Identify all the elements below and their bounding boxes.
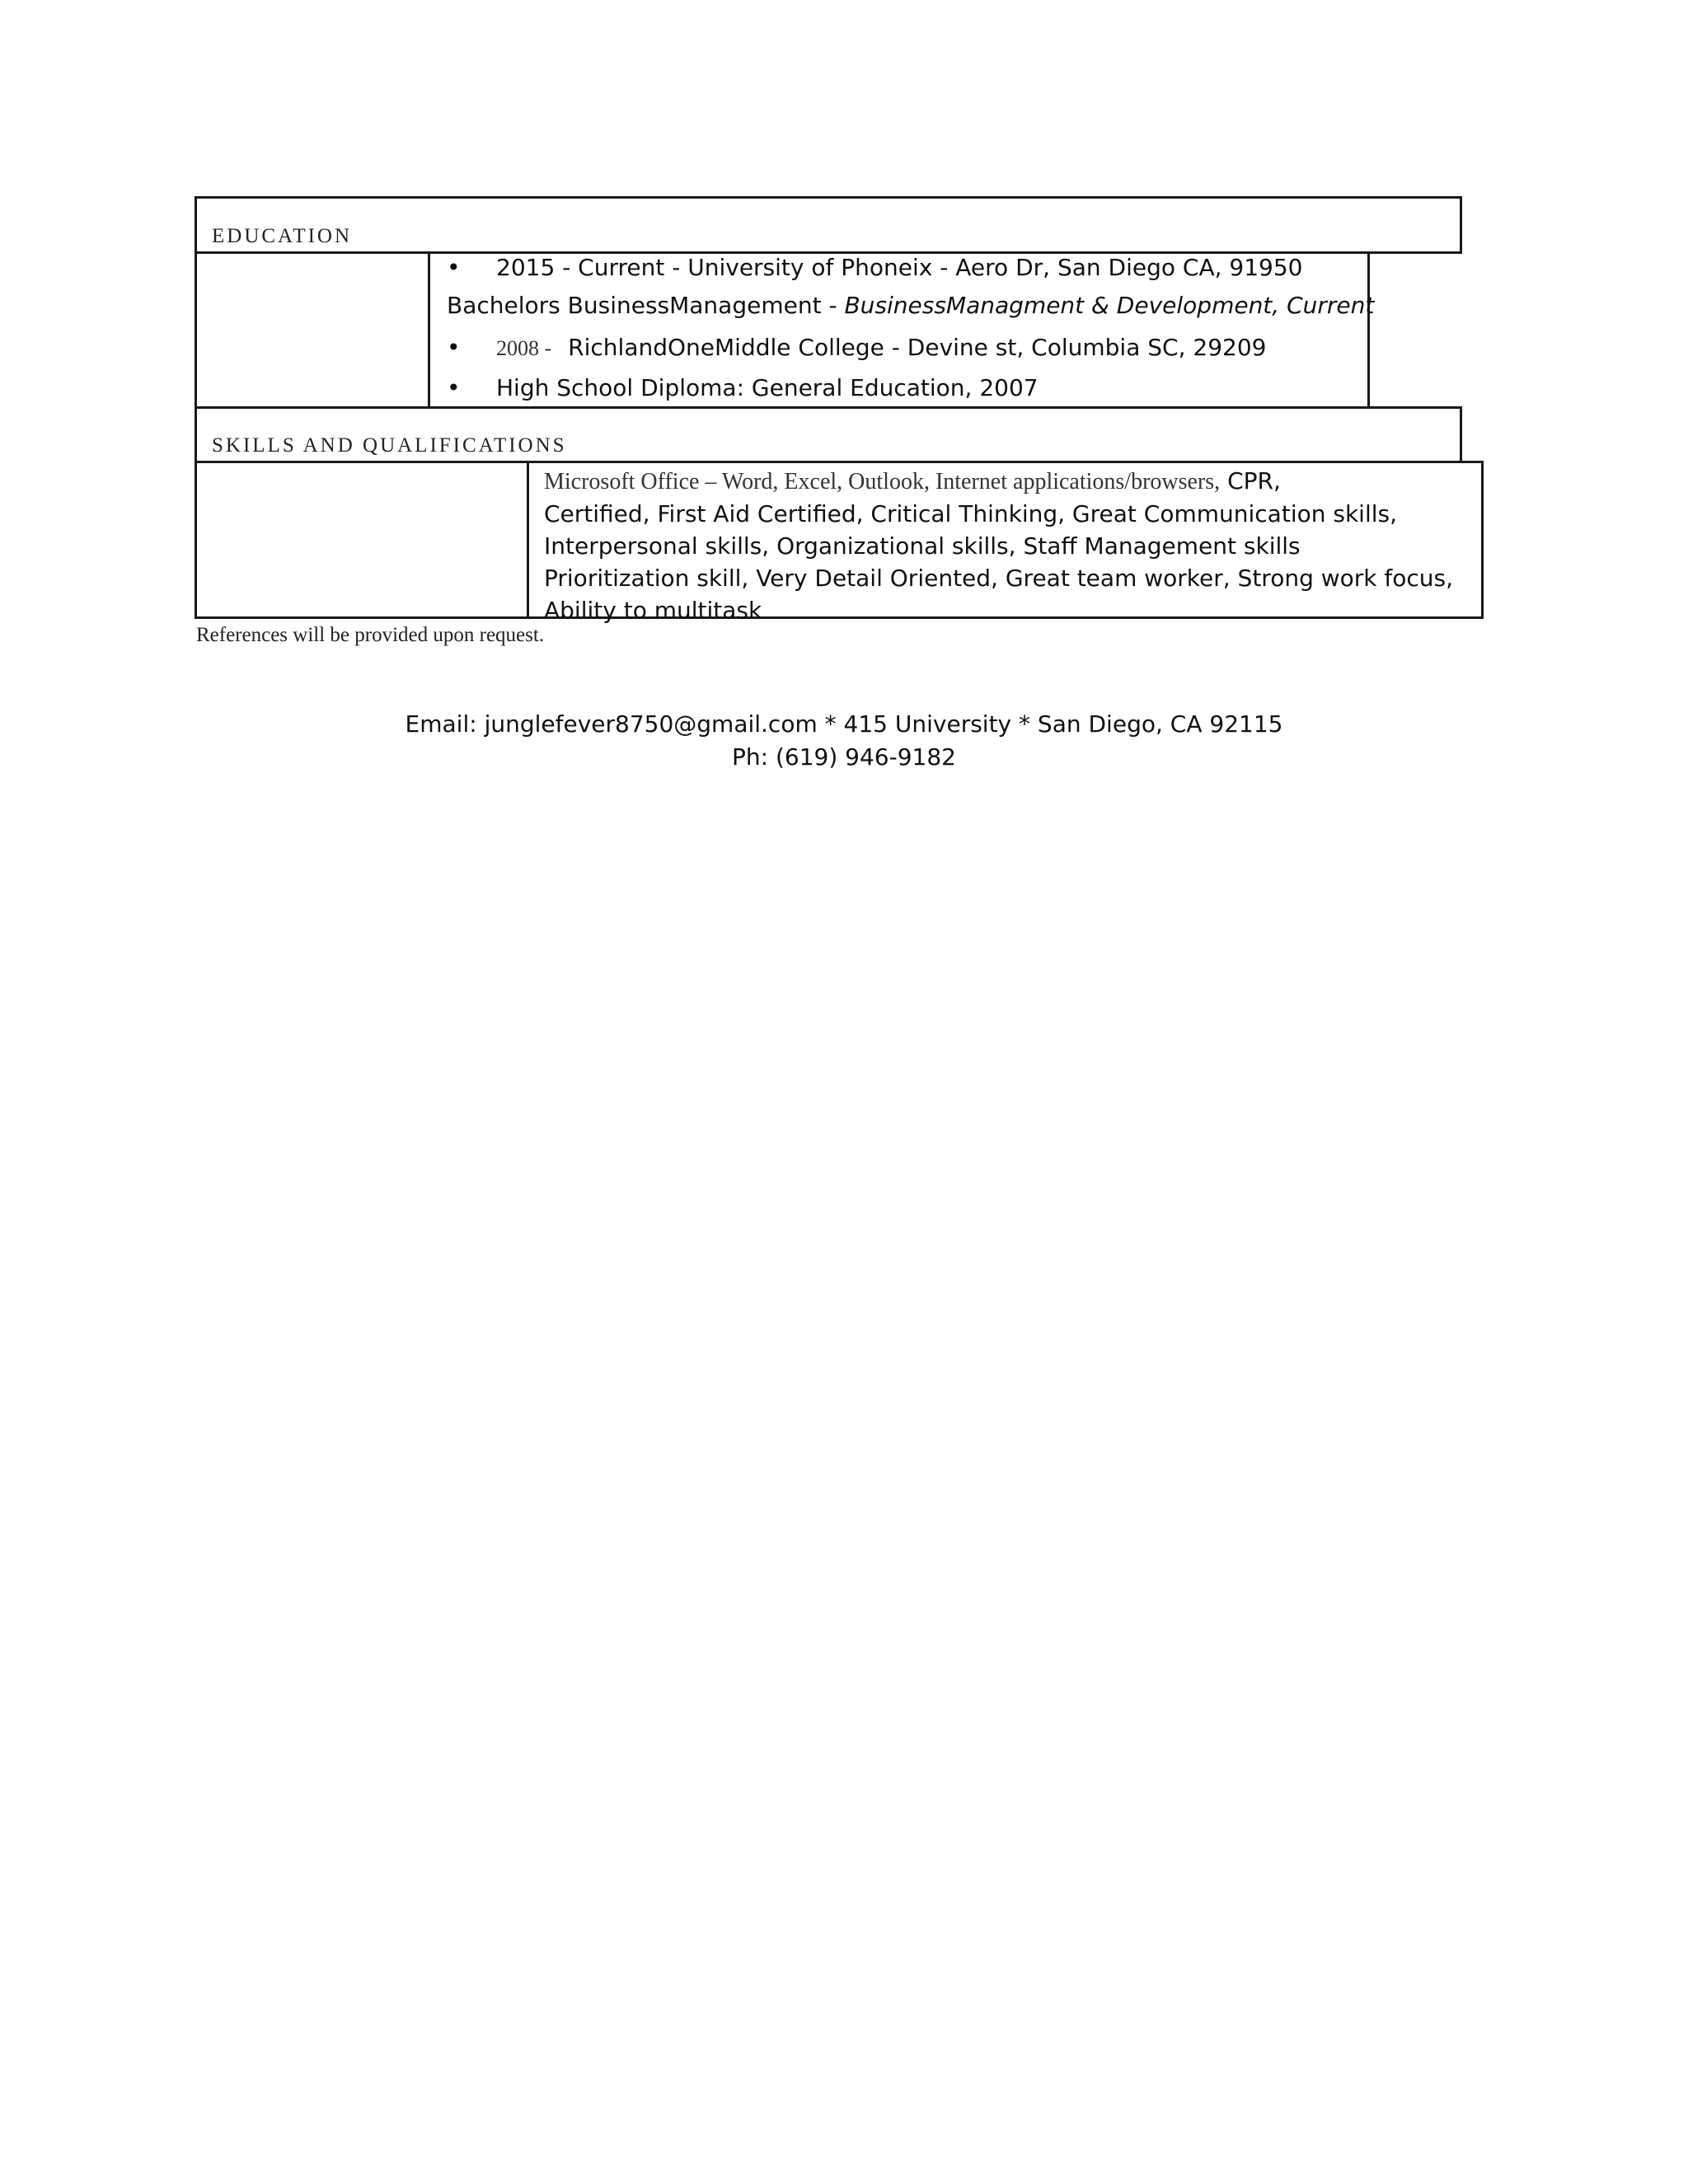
skills-header <box>195 406 1462 463</box>
education-item-degree: Bachelors BusinessManagement - BusinessManagment & Development, Current <box>447 292 1375 319</box>
bullet-icon: • <box>447 254 461 281</box>
bullet-icon: • <box>447 334 461 361</box>
bullet-icon: • <box>447 374 461 401</box>
education-header <box>195 196 1462 254</box>
contact-email-address: Email: junglefever8750@gmail.com * 415 University * San Diego, CA 92115 <box>405 710 1283 738</box>
contact-phone: Ph: (619) 946-9182 <box>732 743 956 771</box>
education-table <box>195 251 1375 409</box>
skills-right-cell <box>529 463 1481 624</box>
skills-title: SKILLS AND QUALIFICATIONS <box>212 434 567 457</box>
education-right-cell <box>430 254 1375 406</box>
skills-list: Microsoft Office – Word, Excel, Outlook, Internet applications/browsers, CPR, Certified, First Aid Certified, Critical Thinking, Great Communication skills, Interpersonal skills, Organizational skills, Staff Management skills Prioritization skill, Very Detail Oriented, Great team worker, Strong work focus, Ability to multitask <box>544 467 1454 624</box>
education-left-cell <box>197 254 430 406</box>
references-note: References will be provided upon request. <box>196 624 545 646</box>
education-title: EDUCATION <box>212 225 353 247</box>
education-item-university: • 2015 - Current - University of Phoneix - Aero Dr, San Diego CA, 91950 <box>447 254 1303 281</box>
skills-table <box>195 461 1484 624</box>
skills-left-cell <box>197 463 529 616</box>
education-item-college: • 2008 - RichlandOneMiddle College - Devine st, Columbia SC, 29209 <box>447 334 1267 361</box>
education-item-diploma: • High School Diploma: General Education, 2007 <box>447 374 1039 401</box>
